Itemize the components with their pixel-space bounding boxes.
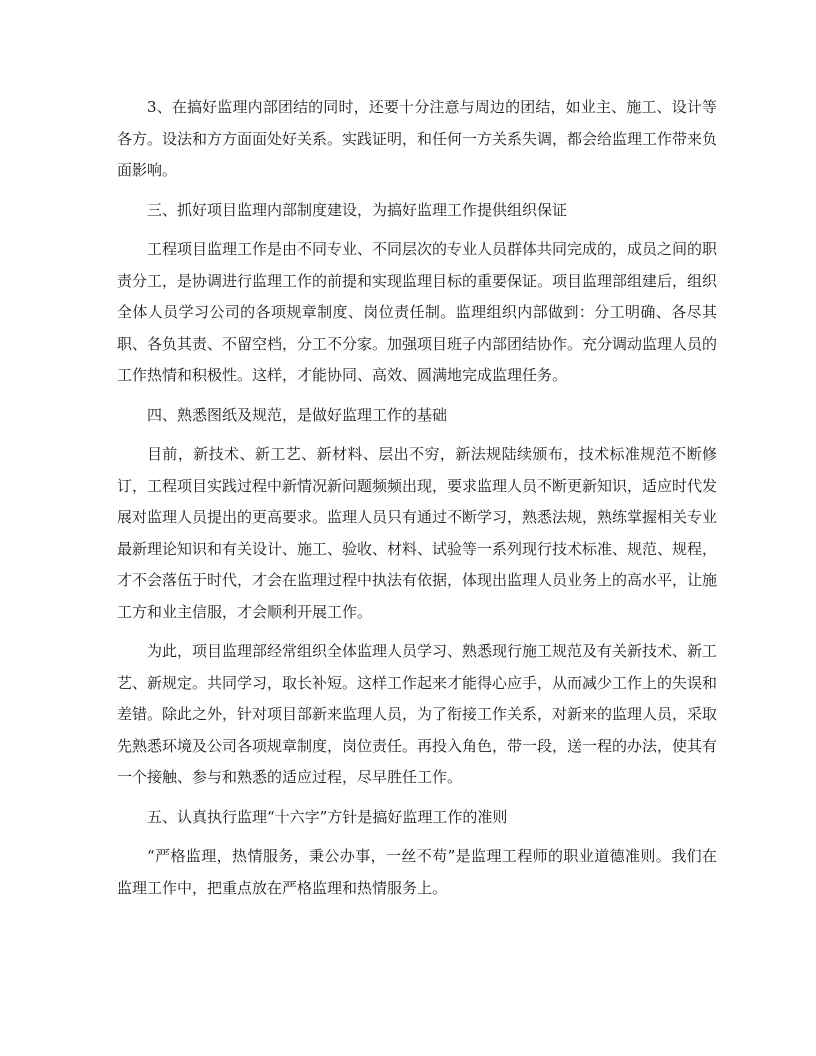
paragraph-training: 为此，项目监理部经常组织全体监理人员学习、熟悉现行施工规范及有关新技术、新工艺、新规定。共同学习，取长补短。这样工作起来才能得心应手，从而减少工作上的失误和差错。除此之外，针对项目部新来监理人员，为了衔接工作关系，对新来的监理人员，采取先熟悉环境及公司各项规章制度，岗位责任。再投入角色，带一段，送一程的办法，使其有一个接触、参与和熟悉的适应过程，尽早胜任工作。 <box>117 642 718 786</box>
section-heading-4: 四、熟悉图纸及规范，是做好监理工作的基础 <box>147 405 448 424</box>
paragraph-ethics: “严格监理，热情服务，秉公办事，一丝不苟”是监理工程师的职业道德准则。我们在监理工作中，把重点放在严格监理和热情服务上。 <box>117 847 717 897</box>
paragraph-internal-system: 工程项目监理工作是由不同专业、不同层次的专业人员群体共同完成的，成员之间的职责分工，是协调进行监理工作的前提和实现监理目标的重要保证。项目监理部组建后，组织全体人员学习公司的各项规章制度、岗位责任制。监理组织内部做到：分工明确、各尽其职、各负其责、不留空档，分工不分家。加强项目班子内部团结协作。充分调动监理人员的工作热情和积极性。这样，才能协同、高效、圆满地完成监理任务。 <box>117 240 718 384</box>
section-heading-3: 三、抓好项目监理内部制度建设，为搞好监理工作提供组织保证 <box>147 200 568 219</box>
paragraph-coordination: 3、在搞好监理内部团结的同时，还要十分注意与周边的团结，如业主、施工、设计等各方。设法和方方面面处好关系。实践证明，和任何一方关系失调，都会给监理工作带来负面影响。 <box>117 98 718 179</box>
document-body <box>117 92 717 912</box>
section-heading-5: 五、认真执行监理“十六字”方针是搞好监理工作的准则 <box>147 807 508 826</box>
paragraph-standards: 目前，新技术、新工艺、新材料、层出不穷，新法规陆续颁布，技术标准规范不断修订，工程项目实践过程中新情况新问题频频出现，要求监理人员不断更新知识，适应时代发展对监理人员提出的更高要求。监理人员只有通过不断学习，熟悉法规，熟练掌握相关专业最新理论知识和有关设计、施工、验收、材料、试验等一系列现行技术标准、规范、规程，才不会落伍于时代，才会在监理过程中执法有依据，体现出监理人员业务上的高水平，让施工方和业主信服，才会顺利开展工作。 <box>117 445 718 621</box>
